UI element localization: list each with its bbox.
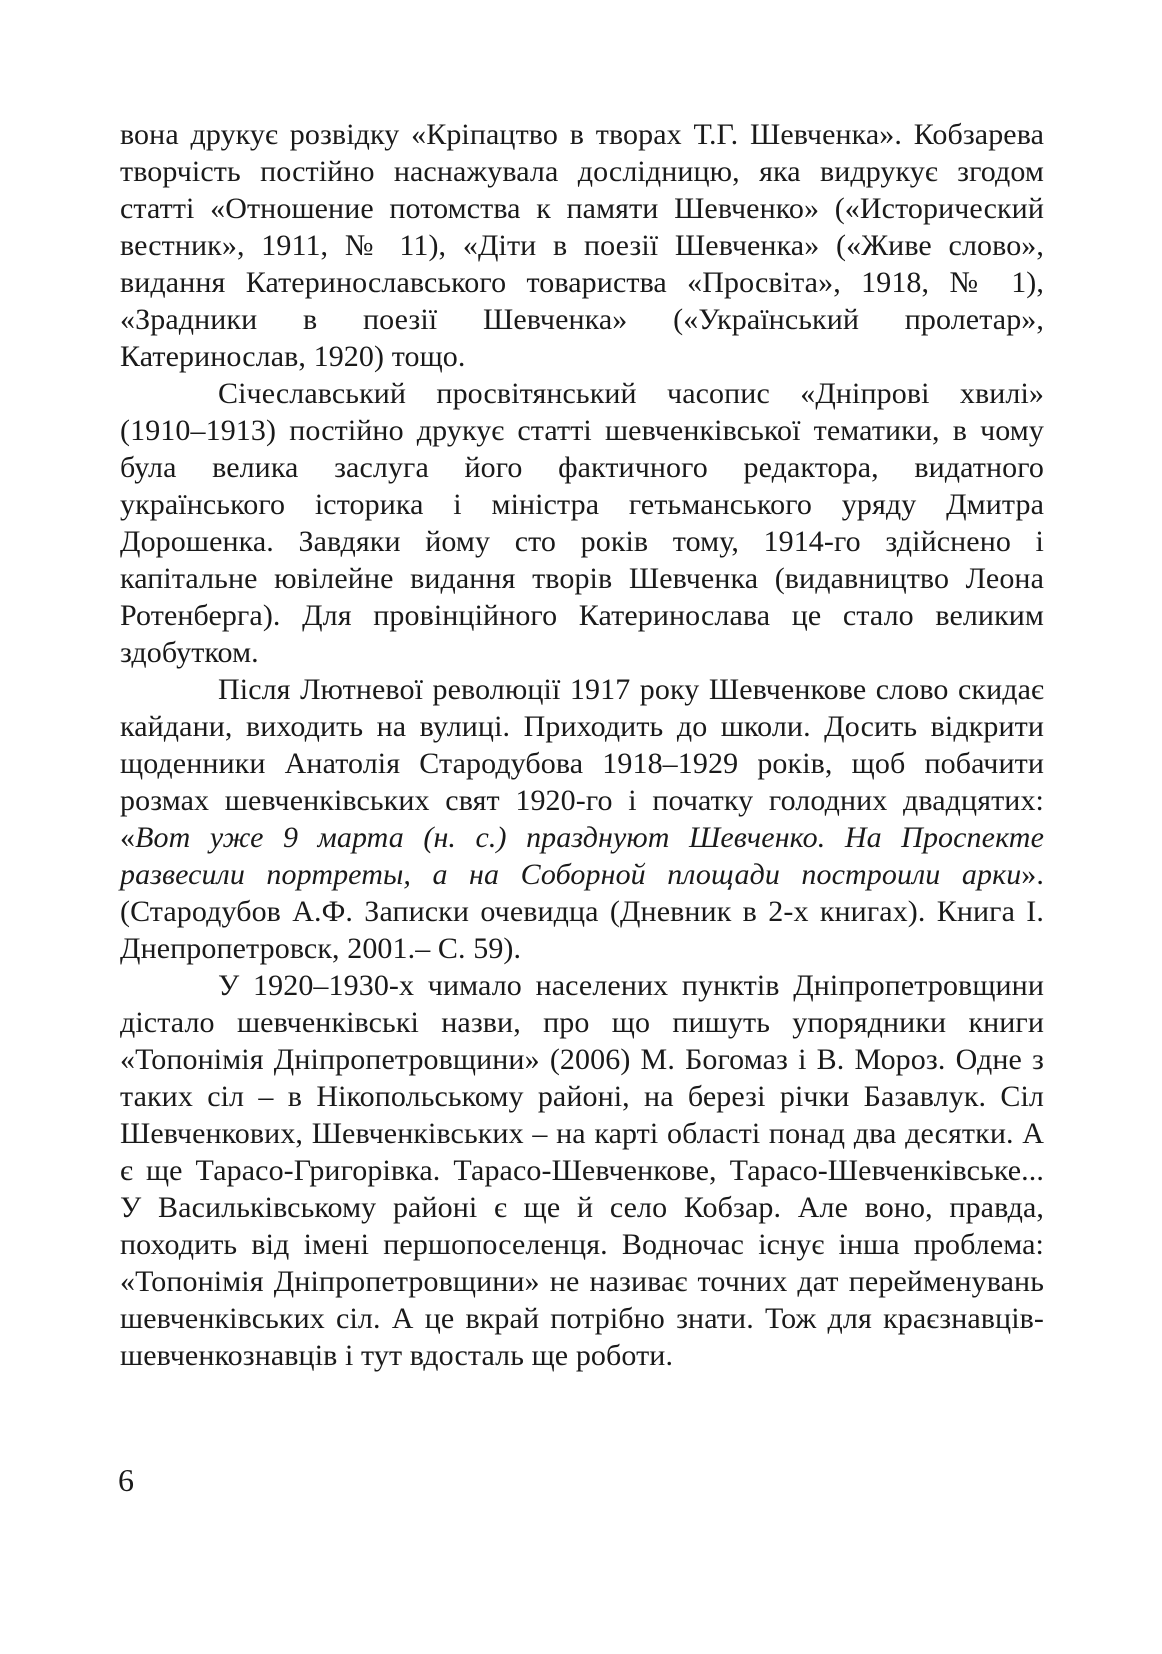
paragraph-revolution-start: Після Лютневої революції 1917 року Шевченкове слово скидає кайдани, виходить на вулиці. Приходить до школи. Досить відкрити щоденники Анатолія Стародубова 1918–1929 років, щоб побачити розмах шевченківських свят 1920-го і початку голодних двадцятих: «	[120, 673, 1044, 854]
body-text	[120, 116, 1044, 1374]
paragraph-revolution-end: ». (Стародубов А.Ф. Записки очевидца (Дневник в 2-х книгах). Книга І. Днепропетровск, 2001.– С. 59).	[120, 858, 1044, 965]
paragraph-toponymy: У 1920–1930-х чимало населених пунктів Дніпропетровщини дістало шевченківські назви, про що пишуть упорядники книги «Топонімія Дніпропетровщини» (2006) М. Богомаз і В. Мороз. Одне з таких сіл – в Нікопольському районі, на березі річки Базавлук. Сіл Шевченкових, Шевченківських – на карті області понад два десятки. А є ще Тарасо-Григорівка. Тарасо-Шевченкове, Тарасо-Шевченківське... У Васильківському районі є ще й село Кобзар. Але воно, правда, походить від імені першопоселенця. Водночас існує інша проблема: «Топонімія Дніпропетровщини» не називає точних дат перейменувань шевченківських сіл. А це вкрай потрібно знати. Тож для краєзнавців-шевченкознавців і тут вдосталь ще роботи.	[120, 969, 1044, 1372]
paragraph-dniprovi-khvyli: Січеславський просвітянський часопис «Дніпрові хвилі» (1910–1913) постійно друкує статті шевченківської тематики, в чому була велика заслуга його фактичного редактора, видатного українського історика і міністра гетьманського уряду Дмитра Дорошенка. Завдяки йому сто років тому, 1914-го здійснено і капітальне ювілейне видання творів Шевченка (видавництво Леона Ротенберга). Для провінційного Катеринослава це стало великим здобутком.	[120, 377, 1044, 669]
paragraph-continuation: вона друкує розвідку «Кріпацтво в творах Т.Г. Шевченка». Кобзарева творчість постійно наснажувала дослідницю, яка видрукує згодом статті «Отношение потомства к памяти Шевченко» («Исторический вестник», 1911, № 11), «Діти в поезії Шевченка» («Живе слово», видання Катеринославського товариства «Просвіта», 1918, № 1), «Зрадники в поезії Шевченка» («Український пролетар», Катеринослав, 1920) тощо.	[120, 118, 1044, 373]
paragraph-revolution	[120, 671, 1044, 967]
page-number: 6	[118, 1462, 134, 1498]
diary-quote: Вот уже 9 марта (н. с.) празднуют Шевченко. На Проспекте развесили портреты, а на Соборной площади построили арки	[120, 821, 1044, 891]
